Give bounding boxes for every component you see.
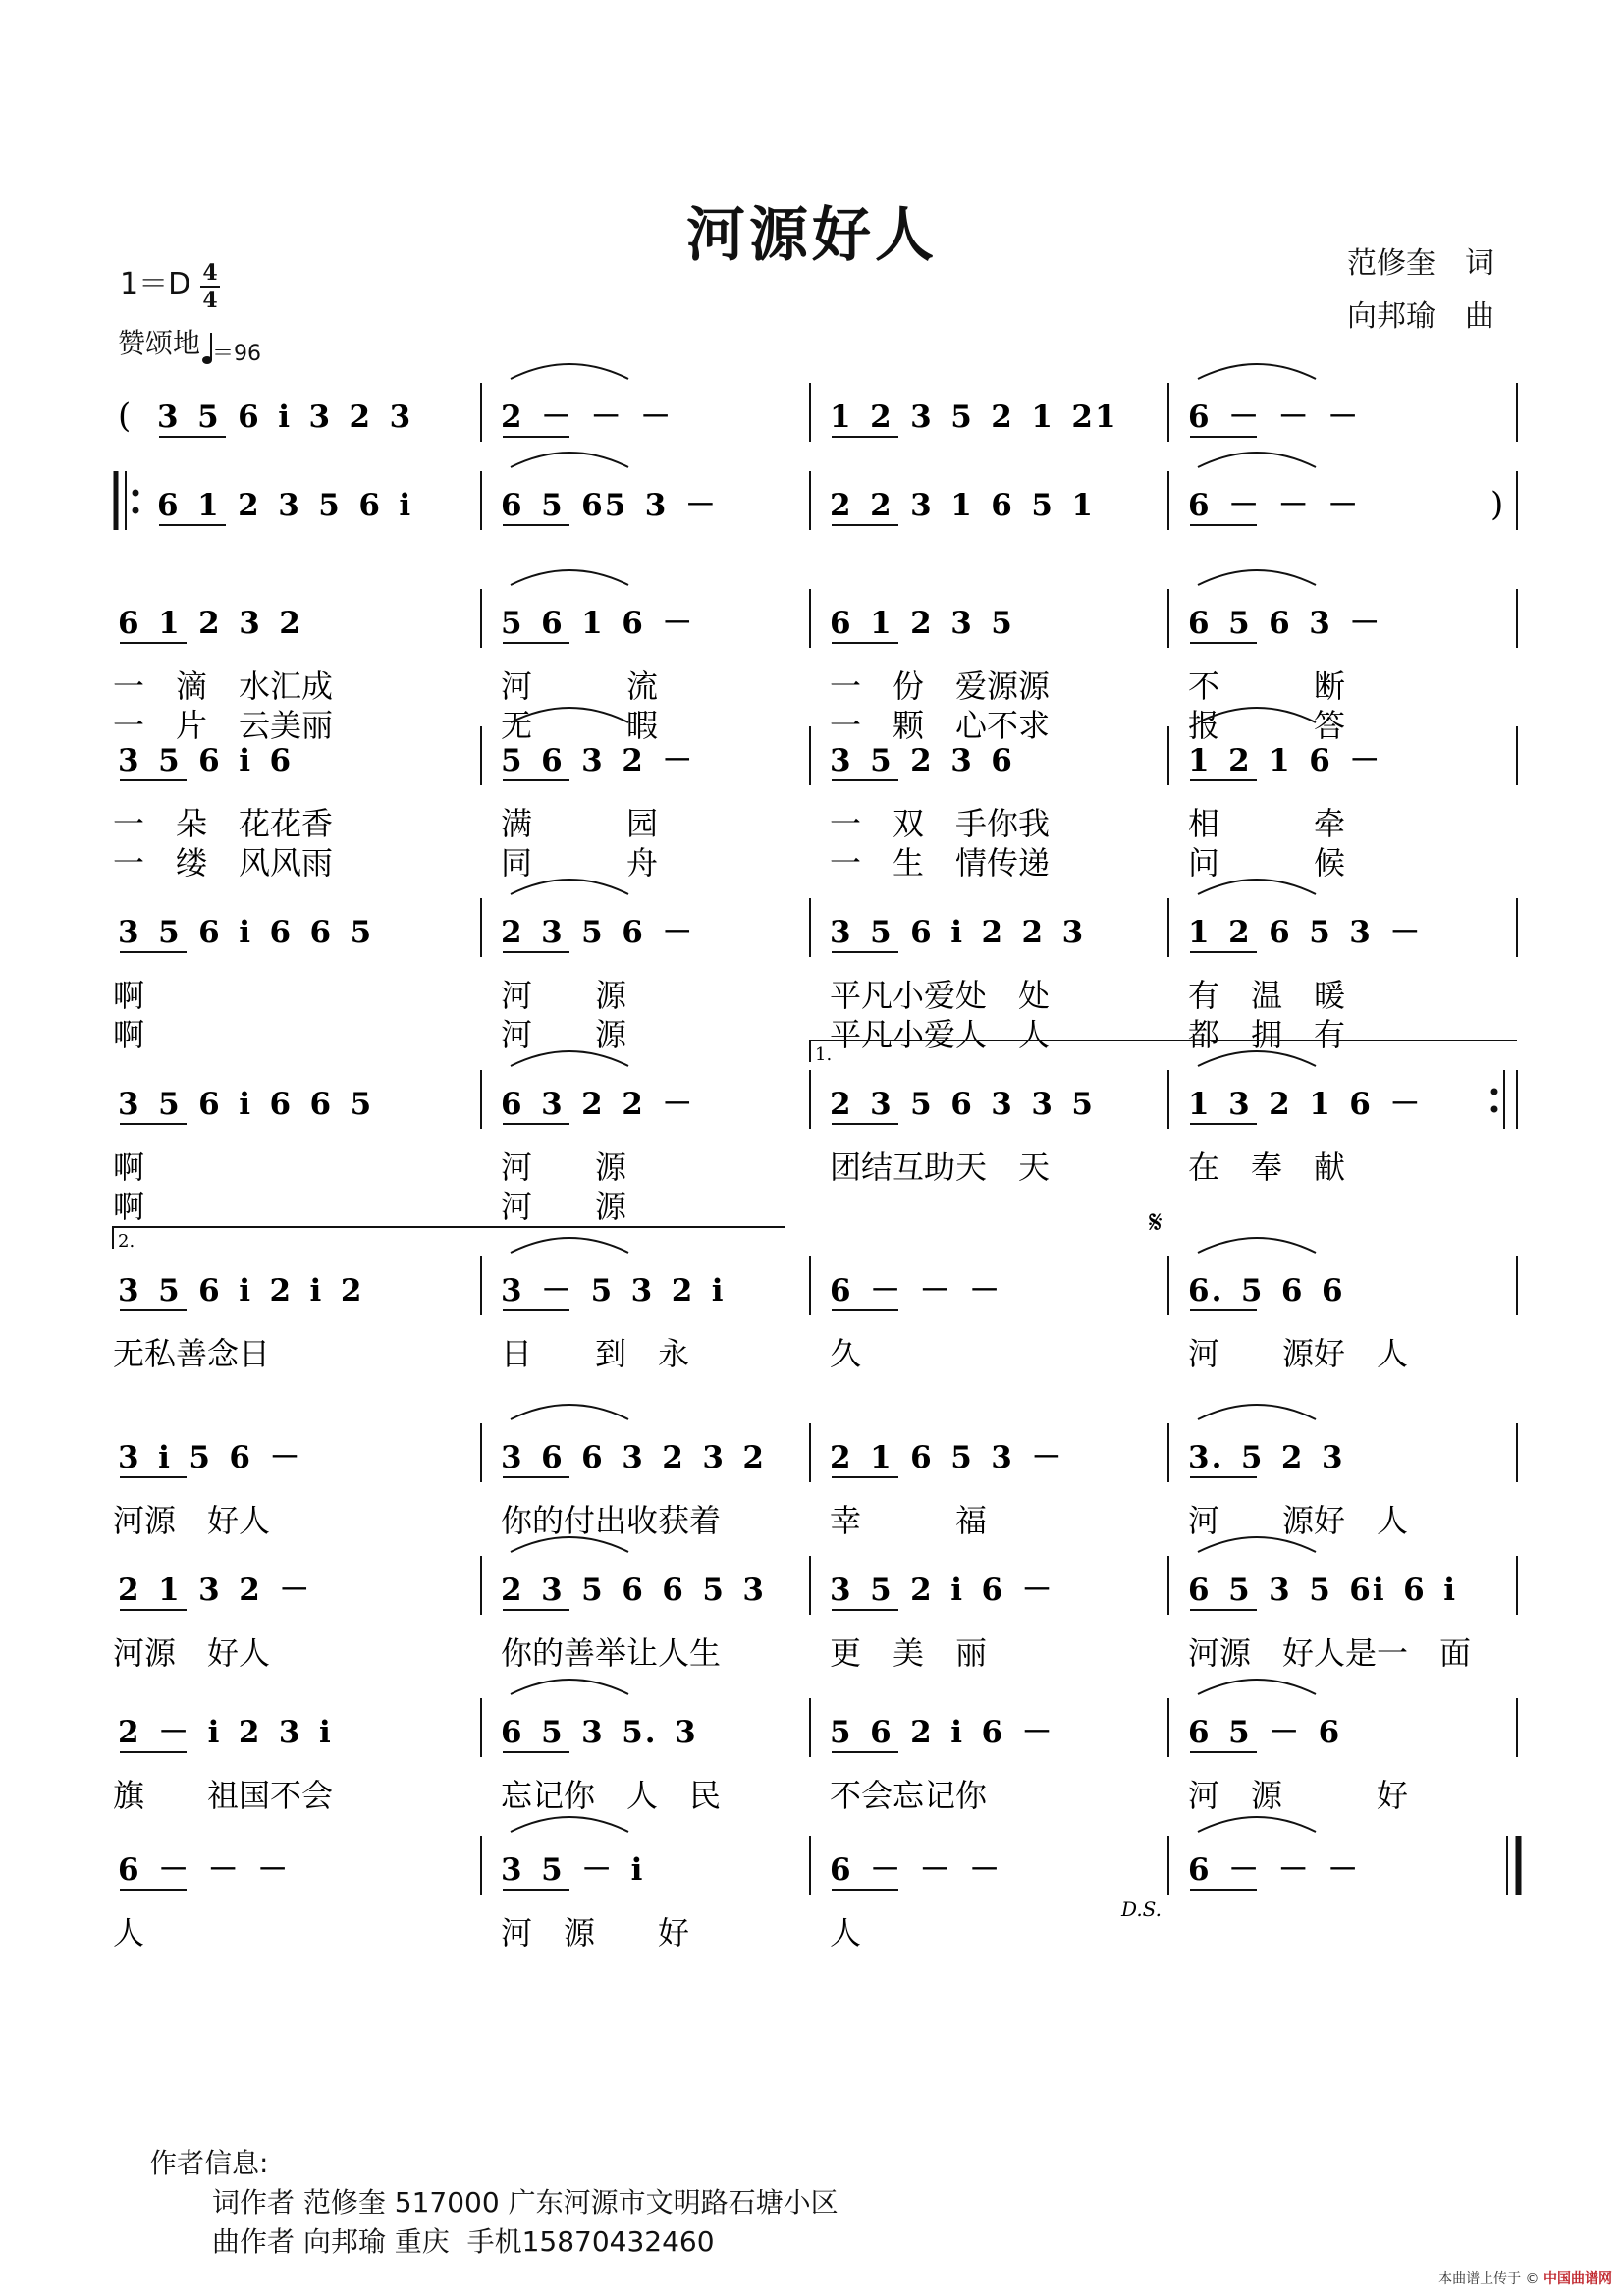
slur-arc (1198, 1405, 1316, 1419)
close-paren: ) (1490, 485, 1504, 524)
notes-measure: 6 5 3 5 6i 6 i (1188, 1573, 1457, 1608)
notes-measure: 3. 5 2 3 (1188, 1440, 1345, 1475)
notes-measure: 2 2 3 1 6 5 1 (830, 488, 1095, 523)
watermark-text: 本曲谱上传于 (1438, 2271, 1522, 2287)
lyric-text: 一 缕 风风雨 (113, 844, 334, 881)
notes-measure: 2 － i 2 3 i (118, 1715, 333, 1750)
lyric-text: 河源 好人是一 面 (1188, 1634, 1472, 1672)
lyric-text: 河源 好人 (113, 1634, 271, 1672)
lyric-text: 河 源 好 (501, 1914, 690, 1951)
lyric-text: 河 源好 人 (1188, 1335, 1409, 1372)
lyric-text: 人 (830, 1914, 862, 1951)
lyric-text: 报 答 (1188, 707, 1346, 744)
notes-measure: 3 5 6 i 6 6 5 (118, 915, 374, 950)
repeat-dot (1491, 1089, 1498, 1095)
lyric-text: 满 园 (501, 805, 659, 842)
lyric-text: 一 滴 水汇成 (113, 667, 334, 705)
lyric-text: 你的善举让人生 (501, 1634, 722, 1672)
notes-measure: 3 i 5 6 － (118, 1440, 302, 1475)
lyric-text: 河 源好 人 (1188, 1502, 1409, 1539)
notes-measure: 5 6 1 6 － (501, 606, 695, 641)
lyric-text: 啊 (113, 1188, 145, 1225)
notes-measure: 1 2 3 5 2 1 21 (830, 400, 1118, 435)
slur-arc (1198, 453, 1316, 467)
lyric-text: 团结互助天 天 (830, 1148, 1051, 1186)
notes-measure: 3 5 6 i 2 2 3 (830, 915, 1086, 950)
notes-measure: 3 5 6 i 3 2 3 (157, 400, 413, 435)
notes-measure: 6 － － － (1188, 488, 1361, 523)
notes-measure: 6 － － － (1188, 1852, 1361, 1888)
lyric-text: 啊 (113, 1016, 145, 1053)
slur-arc (1198, 570, 1316, 585)
time-signature-bottom: 4 (202, 288, 218, 313)
lyric-text: 忘记你 人 民 (501, 1777, 722, 1814)
notes-measure: 2 3 5 6 6 5 3 (501, 1573, 766, 1608)
notes-measure: 6 1 2 3 2 (118, 606, 302, 641)
notes-measure: 6 5 65 3 － (501, 488, 718, 523)
lyric-text: 更 美 丽 (830, 1634, 988, 1672)
repeat-dot (1491, 1106, 1498, 1113)
notes-measure: 6 1 2 3 5 (830, 606, 1014, 641)
lyric-text: 无私善念日 (113, 1335, 271, 1372)
time-signature-top: 4 (202, 260, 218, 286)
notes-measure: 3 5 2 3 6 (830, 743, 1014, 778)
slur-arc (511, 1238, 628, 1253)
notes-measure: 6 3 2 2 － (501, 1087, 695, 1122)
slur-arc (511, 1405, 628, 1419)
repeat-dot (133, 507, 139, 514)
lyric-text: 河 源 (501, 1188, 627, 1225)
notes-measure: 6 － － － (1188, 400, 1361, 435)
lyric-text: 啊 (113, 1148, 145, 1186)
notes-measure: 1 2 1 6 － (1188, 743, 1382, 778)
key-signature: 1＝D (120, 267, 191, 301)
volta-number: 1. (815, 1044, 833, 1065)
notes-measure: 6. 5 6 6 (1188, 1273, 1345, 1308)
site-logo-icon: © (1525, 2271, 1540, 2287)
lyric-text: 有 温 暖 (1188, 977, 1346, 1014)
lyric-text: 河源 好人 (113, 1502, 271, 1539)
lyric-text: 河 源 (501, 977, 627, 1014)
lyric-text: 幸 福 (830, 1502, 988, 1539)
slur-arc (1198, 1051, 1316, 1066)
notes-measure: 2 3 5 6 － (501, 915, 695, 950)
slur-arc (511, 453, 628, 467)
notes-measure: 6 － － － (118, 1852, 291, 1888)
lyricist-info: 词作者 范修奎 517000 广东河源市文明路石塘小区 (212, 2186, 839, 2218)
upload-watermark (1438, 2269, 1612, 2288)
notes-measure: 3 6 6 3 2 3 2 (501, 1440, 766, 1475)
repeat-dot (133, 490, 139, 497)
lyric-text: 一 朵 花花香 (113, 805, 334, 842)
notes-measure: 3 － 5 3 2 i (501, 1273, 726, 1308)
lyric-text: 不 断 (1188, 667, 1346, 705)
lyric-text: 无 暇 (501, 707, 659, 744)
lyric-text: 一 生 情传递 (830, 844, 1051, 881)
lyric-text: 日 到 永 (501, 1335, 690, 1372)
lyric-text: 一 份 爱源源 (830, 667, 1051, 705)
volta-bracket (113, 1227, 785, 1249)
slur-arc (511, 1817, 628, 1832)
song-title: 河源好人 (686, 201, 938, 270)
slur-arc (511, 364, 628, 379)
notes-measure: 6 5 6 3 － (1188, 606, 1382, 641)
lyricist-credit: 范修奎 词 (1347, 246, 1494, 281)
volta-number: 2. (118, 1231, 135, 1252)
notes-measure: 3 5 2 i 6 － (830, 1573, 1055, 1608)
da-segno-mark: D.S. (1121, 1897, 1163, 1921)
notes-measure: 6 － － － (830, 1852, 1002, 1888)
lyric-text: 在 奉 献 (1188, 1148, 1346, 1186)
slur-arc (1198, 364, 1316, 379)
slur-arc (1198, 1238, 1316, 1253)
notes-measure: 6 － － － (830, 1273, 1002, 1308)
notes-measure: 6 5 － 6 (1188, 1715, 1342, 1750)
notes-measure: 3 5 6 i 6 6 5 (118, 1087, 374, 1122)
notes-measure: 2 1 3 2 － (118, 1573, 312, 1608)
notes-measure: 3 5 － i (501, 1852, 645, 1888)
notes-measure: 3 5 6 i 2 i 2 (118, 1273, 364, 1308)
lyric-text: 同 舟 (501, 844, 659, 881)
lyric-text: 河 流 (501, 667, 659, 705)
lyric-text: 你的付出收获着 (501, 1502, 722, 1539)
author-info (149, 2144, 839, 2262)
slur-arc (1198, 1680, 1316, 1694)
author-info-heading: 作者信息: (149, 2147, 269, 2179)
lyric-text: 河 源 好 (1188, 1777, 1409, 1814)
slur-arc (1198, 1537, 1316, 1552)
lyric-text: 啊 (113, 977, 145, 1014)
lyric-text: 都 拥 有 (1188, 1016, 1346, 1053)
notes-measure: 1 3 2 1 6 － (1188, 1087, 1423, 1122)
lyric-text: 一 颗 心不求 (830, 707, 1051, 744)
lyric-text: 平凡小爱处 处 (830, 977, 1051, 1014)
slur-arc (1198, 1817, 1316, 1832)
lyric-text: 久 (830, 1335, 862, 1372)
lyric-text: 不会忘记你 (830, 1777, 988, 1814)
mood-text: 赞颂地 (118, 327, 201, 359)
lyric-text: 河 源 (501, 1016, 627, 1053)
segno-sign: 𝄋 (1149, 1203, 1163, 1241)
slur-arc (511, 1051, 628, 1066)
lyric-text: 河 源 (501, 1148, 627, 1186)
lyric-text: 旗 祖国不会 (113, 1777, 334, 1814)
notes-measure: 2 1 6 5 3 － (830, 1440, 1064, 1475)
notes-measure: 6 5 3 5. 3 (501, 1715, 698, 1750)
lyric-text: 相 牵 (1188, 805, 1346, 842)
lyric-text: 一 双 手你我 (830, 805, 1051, 842)
lyric-text: 一 片 云美丽 (113, 707, 334, 744)
slur-arc (511, 570, 628, 585)
notes-measure: 1 2 6 5 3 － (1188, 915, 1423, 950)
notes-measure: 5 6 2 i 6 － (830, 1715, 1055, 1750)
notes-measure: 2 － － － (501, 400, 674, 435)
composer-credit: 向邦瑜 曲 (1347, 299, 1494, 334)
tempo-value: ＝96 (212, 342, 262, 366)
slur-arc (511, 1537, 628, 1552)
notes-measure: 6 1 2 3 5 6 i (157, 488, 413, 523)
lyric-text: 问 候 (1188, 844, 1346, 881)
watermark-brand: 中国曲谱网 (1543, 2271, 1612, 2287)
lyric-text: 平凡小爱人 人 (830, 1016, 1051, 1053)
notes-measure: 3 5 6 i 6 (118, 743, 294, 778)
slur-arc (511, 880, 628, 894)
slur-arc (1198, 880, 1316, 894)
composer-info: 曲作者 向邦瑜 重庆 手机15870432460 (212, 2225, 715, 2258)
notes-measure: 5 6 3 2 － (501, 743, 695, 778)
open-paren: ( (118, 397, 132, 436)
slur-arc (511, 1680, 628, 1694)
notes-measure: 2 3 5 6 3 3 5 (830, 1087, 1095, 1122)
lyric-text: 人 (113, 1914, 145, 1951)
